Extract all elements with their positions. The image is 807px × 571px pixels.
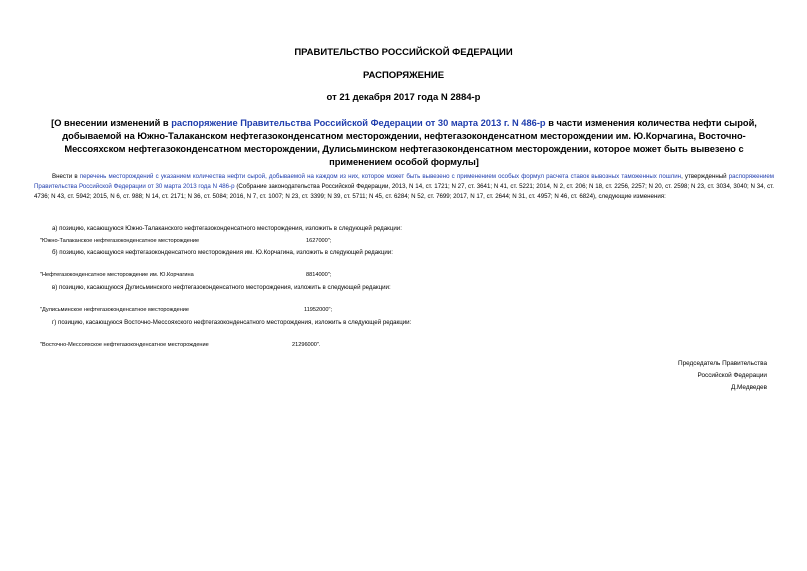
intro-link-list[interactable]: перечень месторождений с указанием количества нефти сырой, добываемой на каждом из них, которое может быть вывезено с применением особых формул расчета ставок вывозных таможенных пошлин <box>79 173 682 180</box>
intro-part1: Внести в <box>52 173 80 180</box>
item-c-field: "Дулисьминское нефтегазоконденсатное месторождение <box>40 307 190 313</box>
item-c-instruction: в) позицию, касающуюся Дулисьминского нефтегазоконденсатного месторождения, изложить в следующей редакции: <box>52 284 391 291</box>
item-a-field: "Южно-Талаканское нефтегазоконденсатное месторождение <box>40 238 200 244</box>
document-type: РАСПОРЯЖЕНИЕ <box>362 70 445 81</box>
item-b-amount: 8814000"; <box>306 272 332 278</box>
title-rest: в части изменения количества нефти сырой, добываемой на Южно-Талаканском нефтегазоконденсатном месторождении, нефтегазоконденсатном месторождении им. Ю.Корчагина, Восточно-Мессояхском нефтегазоконденсатном месторождении, Дулисьминском нефтегазоконденсатном месторождении, которое может быть вывезено с применением особой формулы] <box>62 118 757 167</box>
document-date-number: от 21 декабря 2017 года N 2884-р <box>326 92 481 103</box>
document-title <box>34 117 774 169</box>
title-link[interactable]: распоряжение Правительства Российской Федерации от 30 марта 2013 г. N 486-р <box>171 118 546 128</box>
intro-part2: , утвержденный <box>681 173 729 180</box>
intro-paragraph <box>34 172 774 202</box>
title-open: [О внесении изменений в <box>51 118 172 128</box>
item-c-amount: 11952000"; <box>304 307 333 313</box>
item-b-instruction: б) позицию, касающуюся нефтегазоконденсатного месторождения им. Ю.Корчагина, изложить в следующей редакции: <box>52 249 393 256</box>
item-a-instruction: а) позицию, касающуюся Южно-Талаканского нефтегазоконденсатного месторождения, изложить в следующей редакции: <box>52 225 402 232</box>
item-b-field: "Нефтегазоконденсатное месторождение им. Ю.Корчагина <box>40 272 194 278</box>
item-d-amount: 21296000". <box>292 342 321 348</box>
intro-link-order[interactable]: распоряжением Правительства Российской Федерации от 30 марта 2013 года N 486-р <box>34 173 775 190</box>
item-d-field: "Восточно-Мессояхское нефтегазоконденсатное месторождение <box>40 342 209 348</box>
signature-position-line1: Председатель Правительства <box>678 360 767 367</box>
item-d-instruction: г) позицию, касающуюся Восточно-Мессояхского нефтегазоконденсатного месторождения, изложить в следующей редакции: <box>52 319 412 326</box>
signature-position-line2: Российской Федерации <box>697 372 767 379</box>
item-a-amount: 1627000"; <box>306 238 332 244</box>
government-heading: ПРАВИТЕЛЬСТВО РОССИЙСКОЙ ФЕДЕРАЦИИ <box>294 47 513 58</box>
signature-name: Д.Медведев <box>730 384 767 391</box>
intro-part3: (Собрание законодательства Российской Федерации, 2013, N 14, ст. 1721; N 27, ст. 3641; N 41, ст. 5221; 2014, N 2, ст. 206; N 18, ст. 2256, 2257; N 20, ст. 2598; N 23, ст. 3034, 3040; N 34, ст. 4736; N 43, ст. 5942; 2015, N 6, ст. 988; N 14, ст. 2171; N 36, ст. 5084; 2016, N 7, ст. 1007; N 23, ст. 3399; N 39, ст. 5711; N 45, ст. 6284; N 52, ст. 7699; 2017, N 17, ст. 2644; N 31, ст. 4957; N 46, ст. 6824), следующие изменения: <box>34 183 774 200</box>
